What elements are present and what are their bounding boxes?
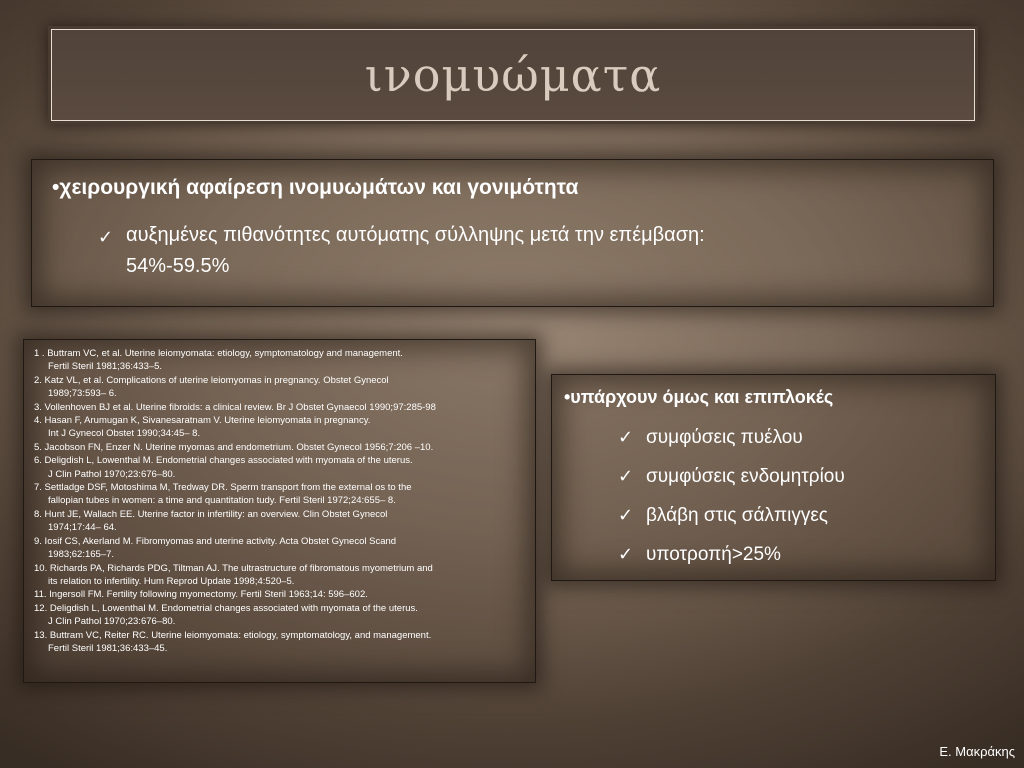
checkmark-icon: ✓ bbox=[618, 466, 634, 487]
reference-item: 3. Vollenhoven BJ et al. Uterine fibroids: a clinical review. Br J Obstet Gynaecol 1990;97:285-98 bbox=[34, 401, 436, 413]
complications-box: •υπάρχουν όμως και επιπλοκές ✓ συμφύσεις πυέλου ✓ συμφύσεις ενδομητρίου ✓ βλάβη στις σάλπιγγες ✓ υποτροπή>25% bbox=[551, 374, 996, 581]
reference-item: 2. Katz VL, et al. Complications of uterine leiomyomas in pregnancy. Obstet Gynecol 1989;73:593– 6. bbox=[34, 374, 389, 400]
main-bullet: •χειρουργική αφαίρεση ινομυωμάτων και γονιμότητα bbox=[52, 176, 579, 199]
reference-item: 5. Jacobson FN, Enzer N. Uterine myomas and endometrium. Obstet Gynecol 1956;7:206 –10. bbox=[34, 441, 434, 453]
checkmark-icon: ✓ bbox=[98, 227, 114, 248]
checkmark-icon: ✓ bbox=[618, 427, 634, 448]
reference-item: 7. Settladge DSF, Motoshima M, Tredway DR. Sperm transport from the external os to the fallopian tubes in women: a time and quantitation tudy. Fertil Steril 1972;24:655– 8. bbox=[34, 482, 412, 507]
sub-bullet-line2: 54%-59.5% bbox=[126, 255, 230, 277]
fertility-box bbox=[31, 159, 994, 307]
reference-item: 13. Buttram VC, Reiter RC. Uterine leiomyomata: etiology, symptomatology, and management. Fertil Steril 1981;36:433–45. bbox=[34, 629, 432, 654]
reference-item: 12. Deligdish L, Lowenthal M. Endometrial changes associated with myomata of the uterus. J Clin Pathol 1970;23:676–80. bbox=[34, 602, 418, 628]
reference-item: 10. Richards PA, Richards PDG, Tiltman AJ. The ultrastructure of fibromatous myometrium and its relation to infertility. Hum Reprod Update 1998;4:520–5. bbox=[34, 562, 433, 587]
reference-item: 1 . Buttram VC, et al. Uterine leiomyomata: etiology, symptomatology and management. Fertil Steril 1981;36:433–5. bbox=[34, 348, 403, 373]
references-box bbox=[23, 339, 536, 683]
checkmark-icon: ✓ bbox=[618, 544, 634, 565]
reference-item: 6. Deligdish L, Lowenthal M. Endometrial changes associated with myomata of the uterus. J Clin Pathol 1970;23:676–80. bbox=[34, 455, 413, 480]
author-name: Ε. Μακράκης bbox=[939, 744, 1015, 759]
reference-item: 11. Ingersoll FM. Fertility following myomectomy. Fertil Steril 1963;14: 596–602. bbox=[34, 589, 368, 601]
title-box bbox=[51, 29, 975, 121]
complications-heading: •υπάρχουν όμως και επιπλοκές bbox=[564, 387, 834, 407]
reference-item: 4. Hasan F, Arumugan K, Sivanesaratnam V. Uterine leiomyomata in pregnancy. Int J Gynecol Obstet 1990;34:45– 8. bbox=[34, 415, 371, 440]
references-list bbox=[34, 347, 529, 655]
reference-item: 8. Hunt JE, Wallach EE. Uterine factor in infertility: an overview. Clin Obstet Gynecol 1974;17:44– 64. bbox=[34, 508, 388, 534]
sub-bullet-line1: αυξημένες πιθανότητες αυτόματης σύλληψης μετά την επέμβαση: bbox=[126, 224, 705, 246]
checkmark-icon: ✓ bbox=[618, 505, 634, 526]
reference-item: 9. Iosif CS, Akerland M. Fibromyomas and uterine activity. Acta Obstet Gynecol Scand 1983;62:165–7. bbox=[34, 535, 397, 561]
sub-bullet bbox=[98, 220, 888, 282]
slide-title: ινομυώματα bbox=[364, 48, 662, 102]
